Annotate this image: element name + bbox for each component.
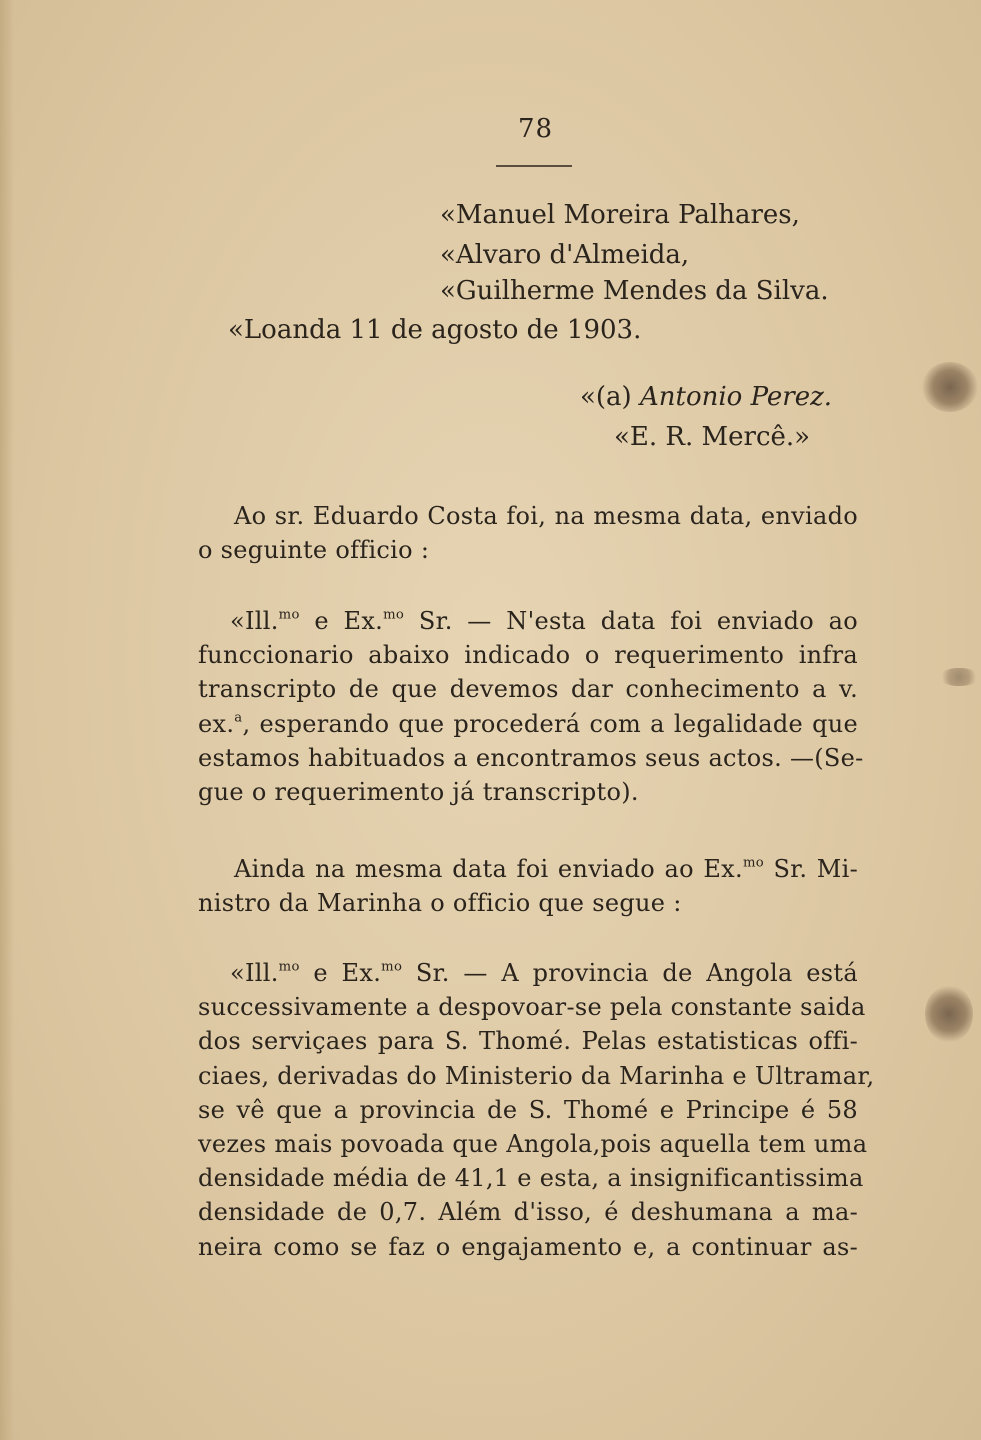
text-line: «Ill.$^{mo}$ e Ex.$^{mo}$ Sr. — N'esta data foi enviado ao	[230, 607, 858, 635]
text-line: «Ill.$^{mo}$ e Ex.$^{mo}$ Sr. — A provincia de Angola está	[230, 959, 858, 987]
text-line: transcripto de que devemos dar conhecimento a v.	[198, 675, 858, 704]
text-line: densidade média de 41,1 e esta, a insignificantissima	[198, 1164, 864, 1193]
place-date: «Loanda 11 de agosto de 1903.	[228, 315, 642, 345]
text-line: ex.$^a$, esperando que procederá com a legalidade que	[198, 709, 858, 738]
ink-stain	[938, 668, 980, 686]
ink-stain	[922, 362, 978, 412]
text-line: ciaes, derivadas do Ministerio da Marinha e Ultramar,	[198, 1061, 875, 1090]
letter-to-ministro	[198, 956, 875, 1264]
paragraph-ministro-marinha	[198, 852, 858, 920]
signed-by-prefix: «(a)	[580, 382, 640, 412]
text-line: estamos habituados a encontramos seus actos. —(Se-	[198, 743, 864, 772]
text-line: successivamente a despovoar-se pela constante saida	[198, 993, 866, 1022]
text-line: vezes mais povoada que Angola,pois aquella tem uma	[198, 1130, 868, 1159]
page-number: 78	[517, 114, 554, 144]
header-rule	[496, 165, 572, 167]
signed-by	[580, 380, 832, 414]
text-line: funccionario abaixo indicado o requerimento infra	[198, 641, 858, 670]
paragraph-eduardo-costa	[198, 499, 858, 567]
signed-by-name: Antonio Perez.	[639, 382, 833, 412]
text-line: gue o requerimento já transcripto).	[198, 778, 639, 807]
text-line: se vê que a provincia de S. Thomé e Principe é 58	[198, 1095, 858, 1124]
signed-by-tail: «E. R. Mercê.»	[614, 422, 811, 452]
text-line: o seguinte officio :	[198, 536, 430, 565]
signature-line-1: «Manuel Moreira Palhares,	[440, 200, 800, 230]
text-line: densidade de 0,7. Além d'isso, é deshumana a ma-	[198, 1198, 858, 1227]
signature-line-3: «Guilherme Mendes da Silva.	[440, 276, 829, 306]
letter-to-eduardo-costa	[198, 604, 864, 809]
text-line: neira como se faz o engajamento e, a continuar as-	[198, 1232, 858, 1261]
text-line: Ao sr. Eduardo Costa foi, na mesma data, enviado	[234, 502, 858, 530]
ink-stain	[925, 985, 973, 1043]
signature-line-2: «Alvaro d'Almeida,	[440, 240, 690, 270]
text-line: Ainda na mesma data foi enviado ao Ex.$^{mo}$ Sr. Mi-	[234, 855, 858, 883]
text-line: dos serviçaes para S. Thomé. Pelas estatisticas offi-	[198, 1027, 858, 1056]
text-line: nistro da Marinha o officio que segue :	[198, 889, 682, 918]
page-edge-shadow	[0, 0, 14, 1440]
